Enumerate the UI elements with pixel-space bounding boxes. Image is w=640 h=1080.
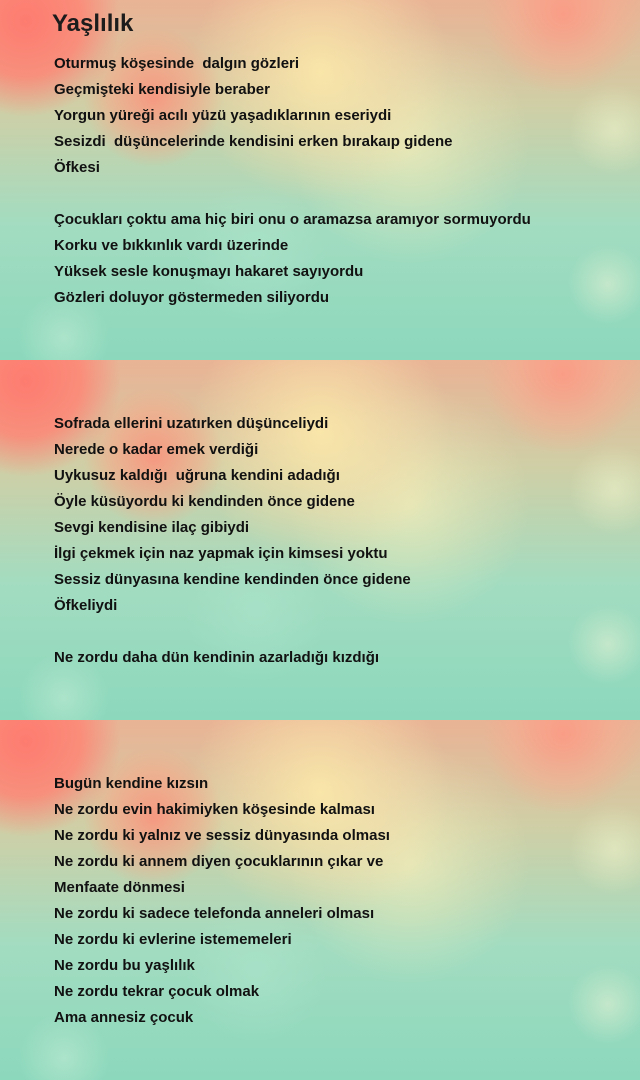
poem-line: Ne zordu bu yaşlılık [54,957,195,974]
poem-line: Ne zordu evin hakimiyken köşesinde kalması [54,801,375,818]
poem-line: Ne zordu ki evlerine istememeleri [54,931,292,948]
stanza-3 [54,411,411,619]
poem-line: Sevgi kendisine ilaç gibiydi [54,519,250,536]
poem-panel-2 [0,360,640,720]
stanza-1 [54,51,452,181]
poem-line: Öfkesi [54,159,100,176]
poem-line: Ama annesiz çocuk [54,1009,194,1026]
poem-line: Sessiz dünyasına kendine kendinden önce gidene [54,571,411,588]
stanza-5 [54,771,390,1031]
poem-line: Yorgun yüreği acılı yüzü yaşadıklarının eseriydi [54,107,392,124]
poem-line: Menfaate dönmesi [54,879,185,896]
poem-panel-1 [0,0,640,360]
poem-line: Nerede o kadar emek verdiği [54,441,259,458]
poem-line: Çocukları çoktu ama hiç biri onu o aramazsa aramıyor sormuyordu [54,211,531,228]
poem-line: Bugün kendine kızsın [54,775,209,792]
poem-line: Geçmişteki kendisiyle beraber [54,81,270,98]
poem-title: Yaşlılık [52,10,134,37]
stanza-2 [54,207,531,311]
poem-line: Uykusuz kaldığı uğruna kendini adadığı [54,467,340,484]
poem-line: Oturmuş köşesinde dalgın gözleri [54,55,300,72]
poem-line: Yüksek sesle konuşmayı hakaret sayıyordu [54,263,364,280]
poem-line: Ne zordu ki yalnız ve sessiz dünyasında olması [54,827,390,844]
poem-line: Ne zordu ki annem diyen çocuklarının çıkar ve [54,853,384,870]
poem-line: Ne zordu daha dün kendinin azarladığı kızdığı [54,649,380,666]
stanza-4 [54,645,379,671]
poem-line: Gözleri doluyor göstermeden siliyordu [54,289,330,306]
poem-line: Ne zordu ki sadece telefonda anneleri olması [54,905,375,922]
poem-line: İlgi çekmek için naz yapmak için kimsesi yoktu [54,545,388,562]
poem-line: Sesizdi düşüncelerinde kendisini erken bırakaıp gidene [54,133,453,150]
poem-line: Ne zordu tekrar çocuk olmak [54,983,260,1000]
poem-panel-3 [0,720,640,1080]
poem-line: Sofrada ellerini uzatırken düşünceliydi [54,415,329,432]
poem-line: Öyle küsüyordu ki kendinden önce gidene [54,493,355,510]
poem-line: Korku ve bıkkınlık vardı üzerinde [54,237,289,254]
poem-line: Öfkeliydi [54,597,118,614]
